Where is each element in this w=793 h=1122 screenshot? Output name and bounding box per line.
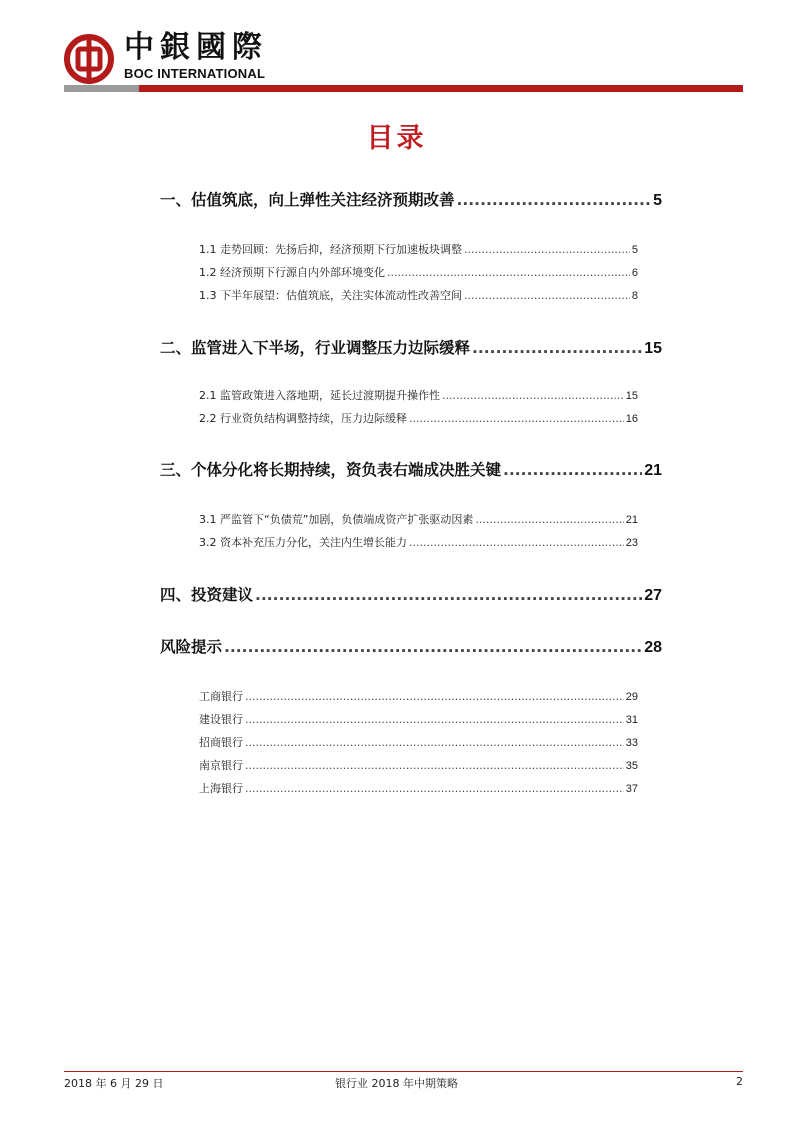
toc-subsection-label: 1.3 下半年展望：估值筑底，关注实体流动性改善空间 (199, 289, 462, 302)
toc-section-label: 二、监管进入下半场，行业调整压力边际缓释 (160, 339, 471, 357)
toc-leader-dots (475, 513, 623, 526)
toc-leader-dots (409, 412, 624, 425)
toc-page-number: 16 (625, 413, 638, 425)
toc-page-number: 31 (625, 714, 638, 726)
toc-subsection-label: 3.2 资本补充压力分化，关注内生增长能力 (199, 536, 407, 549)
toc-leader-dots (245, 690, 624, 703)
toc-section-label: 四、投资建议 (160, 586, 254, 604)
logo-english-name: BOC INTERNATIONAL (124, 66, 266, 81)
toc-bank-cmb[interactable] (199, 734, 638, 750)
toc-subsection-3-1[interactable] (199, 511, 638, 527)
toc-leader-dots (442, 389, 624, 402)
logo-chinese-name: 中銀國際 (124, 30, 268, 65)
toc-section-2[interactable] (160, 336, 662, 358)
toc-bank-ccb[interactable] (199, 711, 638, 727)
toc-section-1[interactable] (160, 188, 662, 210)
toc-subsection-label: 南京银行 (199, 759, 243, 772)
toc-section-label: 三、个体分化将长期持续，资负表右端成决胜关键 (160, 461, 502, 479)
toc-section-label: 一、估值筑底，向上弹性关注经济预期改善 (160, 191, 455, 209)
toc-section-risk[interactable] (160, 635, 662, 657)
toc-leader-dots (472, 339, 642, 357)
toc-subsection-label: 1.1 走势回顾：先扬后抑，经济预期下行加速板块调整 (199, 243, 462, 256)
toc-leader-dots (457, 191, 652, 209)
header-divider-accent (64, 85, 139, 92)
footer-date: 2018 年 6 月 29 日 (64, 1077, 164, 1090)
boc-logo-icon (64, 34, 114, 84)
toc-leader-dots (245, 759, 624, 772)
toc-page-number: 15 (625, 390, 638, 402)
toc-leader-dots (245, 782, 624, 795)
toc-leader-dots (245, 736, 624, 749)
toc-bank-icbc[interactable] (199, 688, 638, 704)
toc-section-3[interactable] (160, 458, 662, 480)
toc-leader-dots (224, 638, 642, 656)
toc-subsection-label: 招商银行 (199, 736, 243, 749)
toc-subsection-label: 上海银行 (199, 782, 243, 795)
toc-page-number: 23 (625, 537, 638, 549)
toc-leader-dots (503, 461, 642, 479)
page-header (64, 30, 744, 92)
toc-page-number: 35 (625, 760, 638, 772)
toc-page-number: 15 (644, 340, 662, 357)
toc-page-number: 21 (625, 514, 638, 526)
toc-page-number: 6 (631, 267, 638, 279)
header-divider (64, 85, 743, 92)
toc-subsection-label: 3.1 严监管下“负债荒”加剧，负债端成资产扩张驱动因素 (199, 513, 474, 526)
toc-section-label: 风险提示 (160, 638, 223, 656)
toc-page-number: 27 (644, 587, 662, 604)
toc-subsection-label: 建设银行 (199, 713, 243, 726)
toc-section-4[interactable] (160, 583, 662, 605)
toc-subsection-1-1[interactable] (199, 241, 638, 257)
toc-subsection-1-2[interactable] (199, 264, 638, 280)
toc-leader-dots (464, 243, 630, 256)
toc-title: 目录 (366, 123, 427, 154)
toc-leader-dots (409, 536, 624, 549)
toc-subsection-label: 1.2 经济预期下行源自内外部环境变化 (199, 266, 385, 279)
toc-subsection-3-2[interactable] (199, 534, 638, 550)
toc-page-number: 21 (644, 462, 662, 479)
toc-page-number: 5 (631, 244, 638, 256)
toc-page-number: 8 (631, 290, 638, 302)
toc-page-number: 5 (653, 192, 662, 209)
footer-page-number: 2 (736, 1075, 743, 1088)
toc-page-number: 28 (644, 639, 662, 656)
toc-leader-dots (255, 586, 642, 604)
toc-page-number: 37 (625, 783, 638, 795)
toc-bank-nanjing[interactable] (199, 757, 638, 773)
toc-subsection-2-1[interactable] (199, 387, 638, 403)
toc-leader-dots (387, 266, 630, 279)
toc-page-number: 33 (625, 737, 638, 749)
toc-subsection-label: 工商银行 (199, 690, 243, 703)
toc-subsection-label: 2.2 行业资负结构调整持续，压力边际缓释 (199, 412, 407, 425)
footer-divider (64, 1071, 743, 1072)
toc-subsection-label: 2.1 监管政策进入落地期，延长过渡期提升操作性 (199, 389, 440, 402)
toc-subsection-1-3[interactable] (199, 287, 638, 303)
toc-leader-dots (245, 713, 624, 726)
toc-page-number: 29 (625, 691, 638, 703)
toc-bank-shanghai[interactable] (199, 780, 638, 796)
toc-leader-dots (464, 289, 630, 302)
toc-subsection-2-2[interactable] (199, 410, 638, 426)
footer-document-title: 银行业 2018 年中期策略 (335, 1077, 458, 1090)
